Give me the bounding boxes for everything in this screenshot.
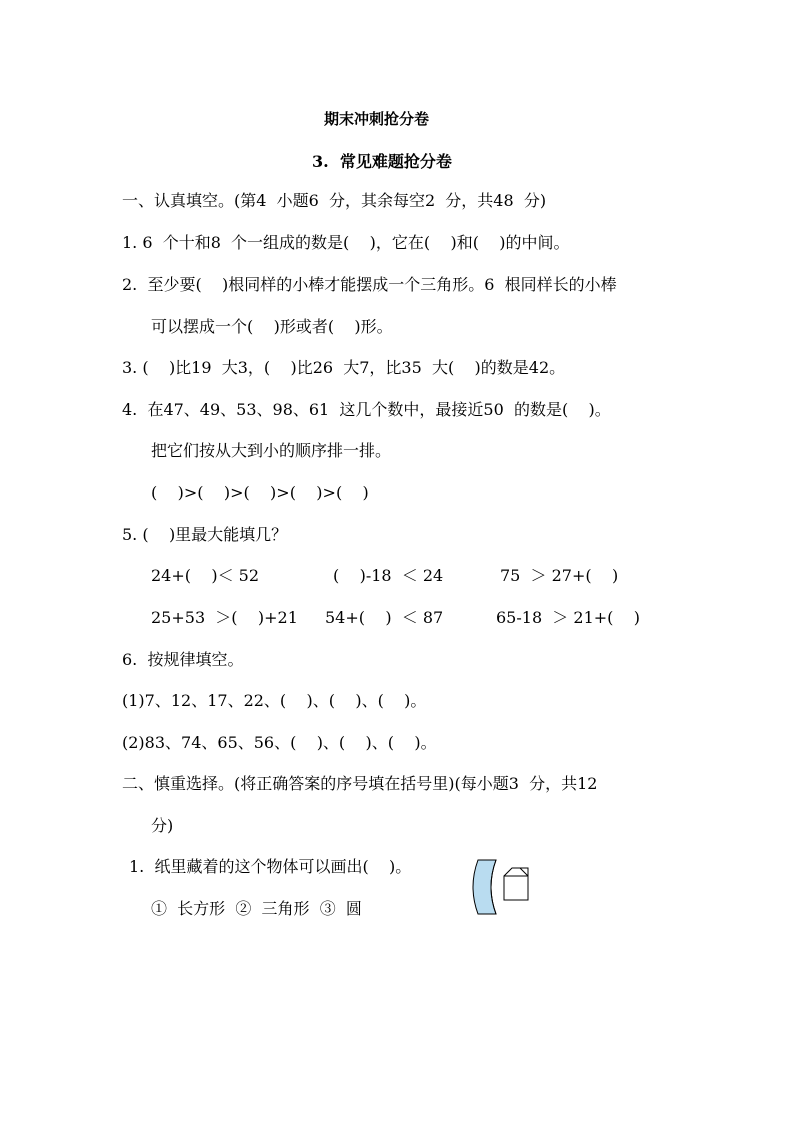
question-1: 1. 6 个十和8 个一组成的数是( )，它在( )和( )的中间。 — [122, 233, 570, 252]
cube-behind-paper-icon — [466, 858, 532, 916]
question-3: 3. ( )比19 大3，( )比26 大7，比35 大( )的数是42。 — [122, 358, 566, 377]
question-4-order: ( )>( )>( )>( )>( ) — [151, 483, 369, 502]
section-2-heading: 二、慎重选择。(将正确答案的序号填在括号里)(每小题3 分，共12 — [122, 774, 598, 793]
page-title: 期末冲刺抢分卷 — [324, 110, 430, 128]
question-5-item-5: 54+( ) ＜ 87 — [325, 608, 444, 627]
choice-options: ① 长方形 ② 三角形 ③ 圆 — [151, 899, 362, 918]
question-5-item-2: ( )-18 ＜ 24 — [333, 566, 444, 585]
question-2: 2. 至少要( )根同样的小棒才能摆成一个三角形。6 根同样长的小棒 — [122, 275, 617, 294]
question-5: 5. ( )里最大能填几？ — [122, 525, 288, 544]
question-5-item-4: 25+53 ＞( )+21 — [151, 608, 298, 627]
question-4: 4. 在47、49、53、98、61 这几个数中，最接近50 的数是( )。 — [122, 400, 611, 419]
question-5-item-6: 65-18 ＞ 21+( ) — [496, 608, 640, 627]
question-5-item-1: 24+( )＜ 52 — [151, 566, 260, 585]
question-6-2: (2)83、74、65、56、( )、( )、( )。 — [122, 733, 437, 752]
question-5-item-3: 75 ＞ 27+( ) — [500, 566, 619, 585]
question-2-cont: 可以摆成一个( )形或者( )形。 — [151, 317, 393, 336]
choice-question-1: 1. 纸里藏着的这个物体可以画出( )。 — [129, 857, 412, 876]
section-1-heading: 一、认真填空。(第4 小题6 分，其余每空2 分，共48 分) — [122, 191, 547, 210]
question-6: 6. 按规律填空。 — [122, 650, 244, 669]
page-subtitle: 3. 常见难题抢分卷 — [312, 152, 452, 171]
question-4-instruction: 把它们按从大到小的顺序排一排。 — [151, 441, 392, 460]
question-6-1: (1)7、12、17、22、( )、( )、( )。 — [122, 691, 427, 710]
section-2-heading-cont: 分) — [151, 816, 174, 835]
